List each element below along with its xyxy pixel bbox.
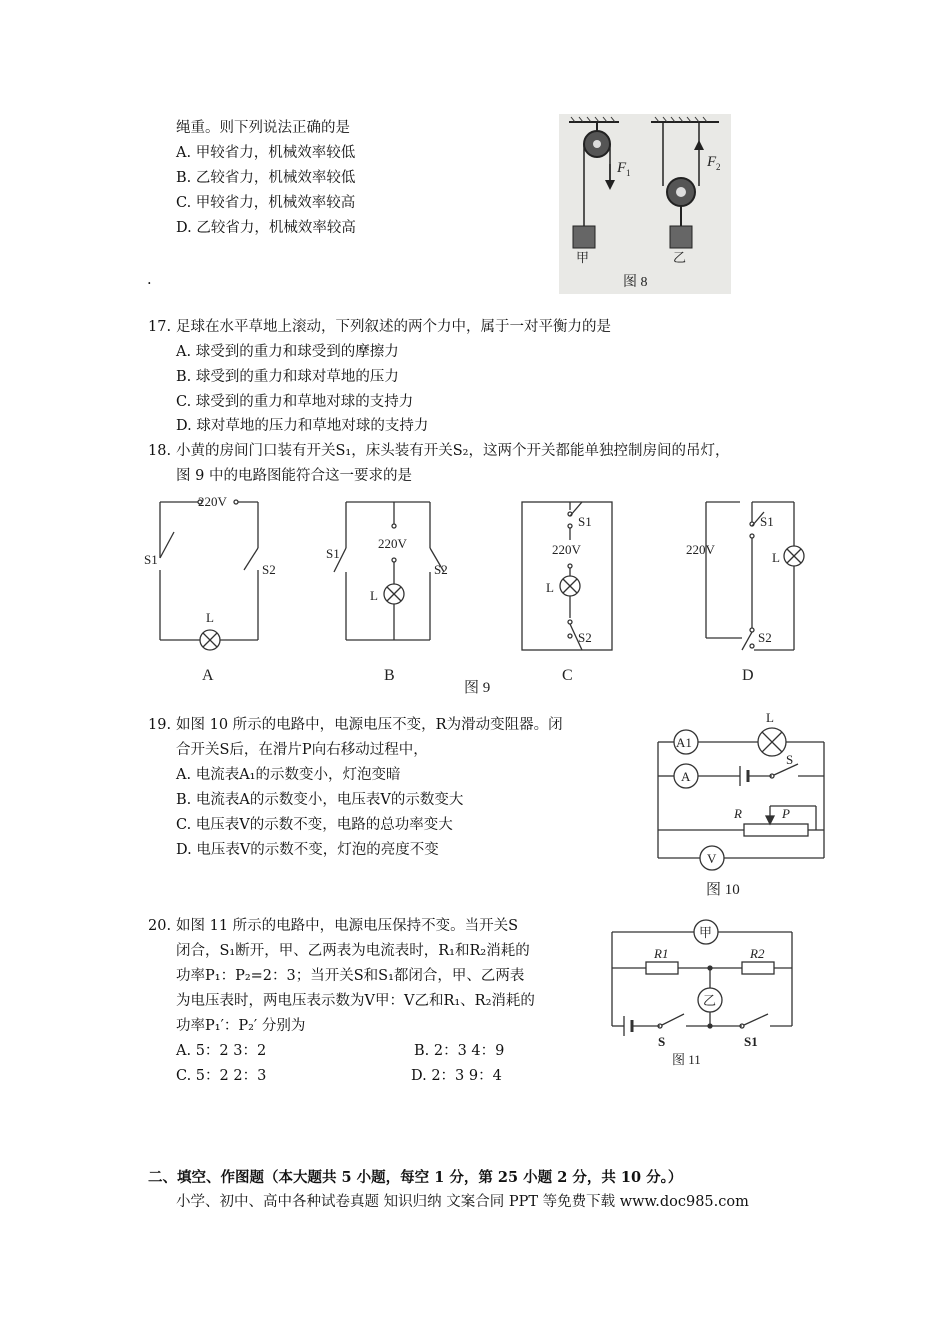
fig10-a: A [681, 769, 691, 784]
q19-stem-line2: 合开关S后，在滑片P向右移动过程中， [176, 742, 428, 758]
fig9-c-voltage: 220V [552, 542, 581, 557]
q16-option-d: D. 乙较省力，机械效率较高 [176, 220, 356, 236]
q18-stem-line2: 图 9 中的电路图能符合这一要求的是 [176, 468, 412, 484]
fig9-d-lamp: L [772, 550, 780, 565]
q20-stem-line3: 功率P₁：P₂=2：3；当开关S和S₁都闭合，甲、乙两表 [176, 968, 525, 984]
fig10-l: L [766, 710, 774, 725]
fig8-label-yi: 乙 [673, 250, 687, 265]
fig9-d-voltage: 220V [686, 542, 715, 557]
fig9-label-d: D [742, 667, 754, 684]
q20-stem-line5: 功率P₁′：P₂′ 分别为 [176, 1018, 306, 1034]
q16-option-a: A. 甲较省力，机械效率较低 [176, 145, 356, 161]
fig9-label-b: B [384, 667, 395, 684]
fig11-caption: 图 11 [672, 1052, 701, 1067]
fig9-a-lamp: L [206, 610, 214, 625]
fig9-c-s2: S2 [578, 630, 592, 645]
svg-text:F: F [617, 160, 627, 176]
figure-8-pulleys [559, 114, 731, 294]
q16-option-b: B. 乙较省力，机械效率较低 [176, 170, 356, 186]
svg-text:2: 2 [716, 162, 721, 172]
q20-stem-line2: 闭合，S₁断开，甲、乙两表为电流表时，R₁和R₂消耗的 [176, 943, 530, 959]
fig9-c-s1: S1 [578, 514, 592, 529]
q18-number: 18. [148, 443, 172, 459]
svg-text:1: 1 [626, 168, 631, 178]
fig9-label-a: A [202, 667, 214, 684]
fig9-a-s1: S1 [144, 552, 158, 567]
fig11-r1: R1 [654, 946, 669, 961]
q20-option-c: C. 5：2 2：3 [176, 1068, 267, 1084]
fig10-p: P [782, 806, 790, 821]
fig10-r: R [734, 806, 742, 821]
fig9-a-s2: S2 [262, 562, 276, 577]
q17-option-d: D. 球对草地的压力和草地对球的支持力 [176, 418, 429, 434]
fig9-b-s1: S1 [326, 546, 340, 561]
fig9-d-s2: S2 [758, 630, 772, 645]
fig8-label-jia: 甲 [576, 250, 590, 265]
footer-promo: 小学、初中、高中各种试卷真题 知识归纳 文案合同 PPT 等免费下载 www.doc985.com [176, 1194, 749, 1210]
fig9-caption: 图 9 [464, 680, 491, 696]
q19-stem-line1: 如图 10 所示的电路中，电源电压不变，R为滑动变阻器。闭 [176, 717, 563, 733]
q19-option-b: B. 电流表A的示数变小，电压表V的示数变大 [176, 792, 464, 808]
q16-intro: 绳重。则下列说法正确的是 [176, 120, 350, 136]
q17-option-c: C. 球受到的重力和草地对球的支持力 [176, 394, 414, 410]
fig11-r2: R2 [750, 946, 765, 961]
q17-number: 17. [148, 319, 172, 335]
fig9-b-lamp: L [370, 588, 378, 603]
q17-option-b: B. 球受到的重力和球对草地的压力 [176, 369, 399, 385]
q20-option-a: A. 5：2 3：2 [176, 1043, 267, 1059]
q20-option-b: B. 2：3 4：9 [414, 1043, 505, 1059]
fig8-caption: 图 8 [623, 275, 648, 290]
fig11-jia: 甲 [699, 925, 713, 940]
q20-option-d: D. 2：3 9：4 [411, 1068, 502, 1084]
section-2-heading: 二、填空、作图题（本大题共 5 小题，每空 1 分，第 25 小题 2 分，共 10 分。） [148, 1169, 683, 1186]
stray-dot: . [147, 272, 152, 288]
q19-option-c: C. 电压表V的示数不变，电路的总功率变大 [176, 817, 453, 833]
q17-option-a: A. 球受到的重力和球受到的摩擦力 [176, 344, 399, 360]
q20-stem-line1: 如图 11 所示的电路中，电源电压保持不变。当开关S [176, 918, 519, 934]
fig9-c-lamp: L [546, 580, 554, 595]
figure-11-circuit [602, 912, 798, 1068]
fig9-b-s2: S2 [434, 562, 448, 577]
fig10-a1: A1 [676, 735, 692, 750]
figure-9-circuits [138, 488, 818, 700]
fig9-label-c: C [562, 667, 573, 684]
q19-option-a: A. 电流表A₁的示数变小，灯泡变暗 [176, 767, 401, 783]
q20-stem-line4: 为电压表时，两电压表示数为V甲：V乙和R₁、R₂消耗的 [176, 993, 535, 1009]
q18-stem-line1: 小黄的房间门口装有开关S₁，床头装有开关S₂，这两个开关都能单独控制房间的吊灯， [176, 443, 730, 459]
fig10-caption: 图 10 [706, 882, 740, 898]
fig9-d-s1: S1 [760, 514, 774, 529]
figure-10-circuit [648, 706, 832, 900]
q16-option-c: C. 甲较省力，机械效率较高 [176, 195, 356, 211]
q19-number: 19. [148, 717, 172, 733]
q19-option-d: D. 电压表V的示数不变，灯泡的亮度不变 [176, 842, 439, 858]
q20-number: 20. [148, 918, 172, 934]
fig10-s: S [786, 752, 794, 767]
q17-stem: 足球在水平草地上滚动，下列叙述的两个力中，属于一对平衡力的是 [176, 319, 611, 335]
fig11-s: S [658, 1034, 666, 1049]
fig11-s1: S1 [744, 1034, 758, 1049]
fig9-a-voltage: 220V [198, 494, 227, 509]
fig9-b-voltage: 220V [378, 536, 407, 551]
fig10-v: V [707, 851, 717, 866]
fig11-yi: 乙 [703, 993, 717, 1008]
svg-text:F: F [707, 154, 717, 170]
